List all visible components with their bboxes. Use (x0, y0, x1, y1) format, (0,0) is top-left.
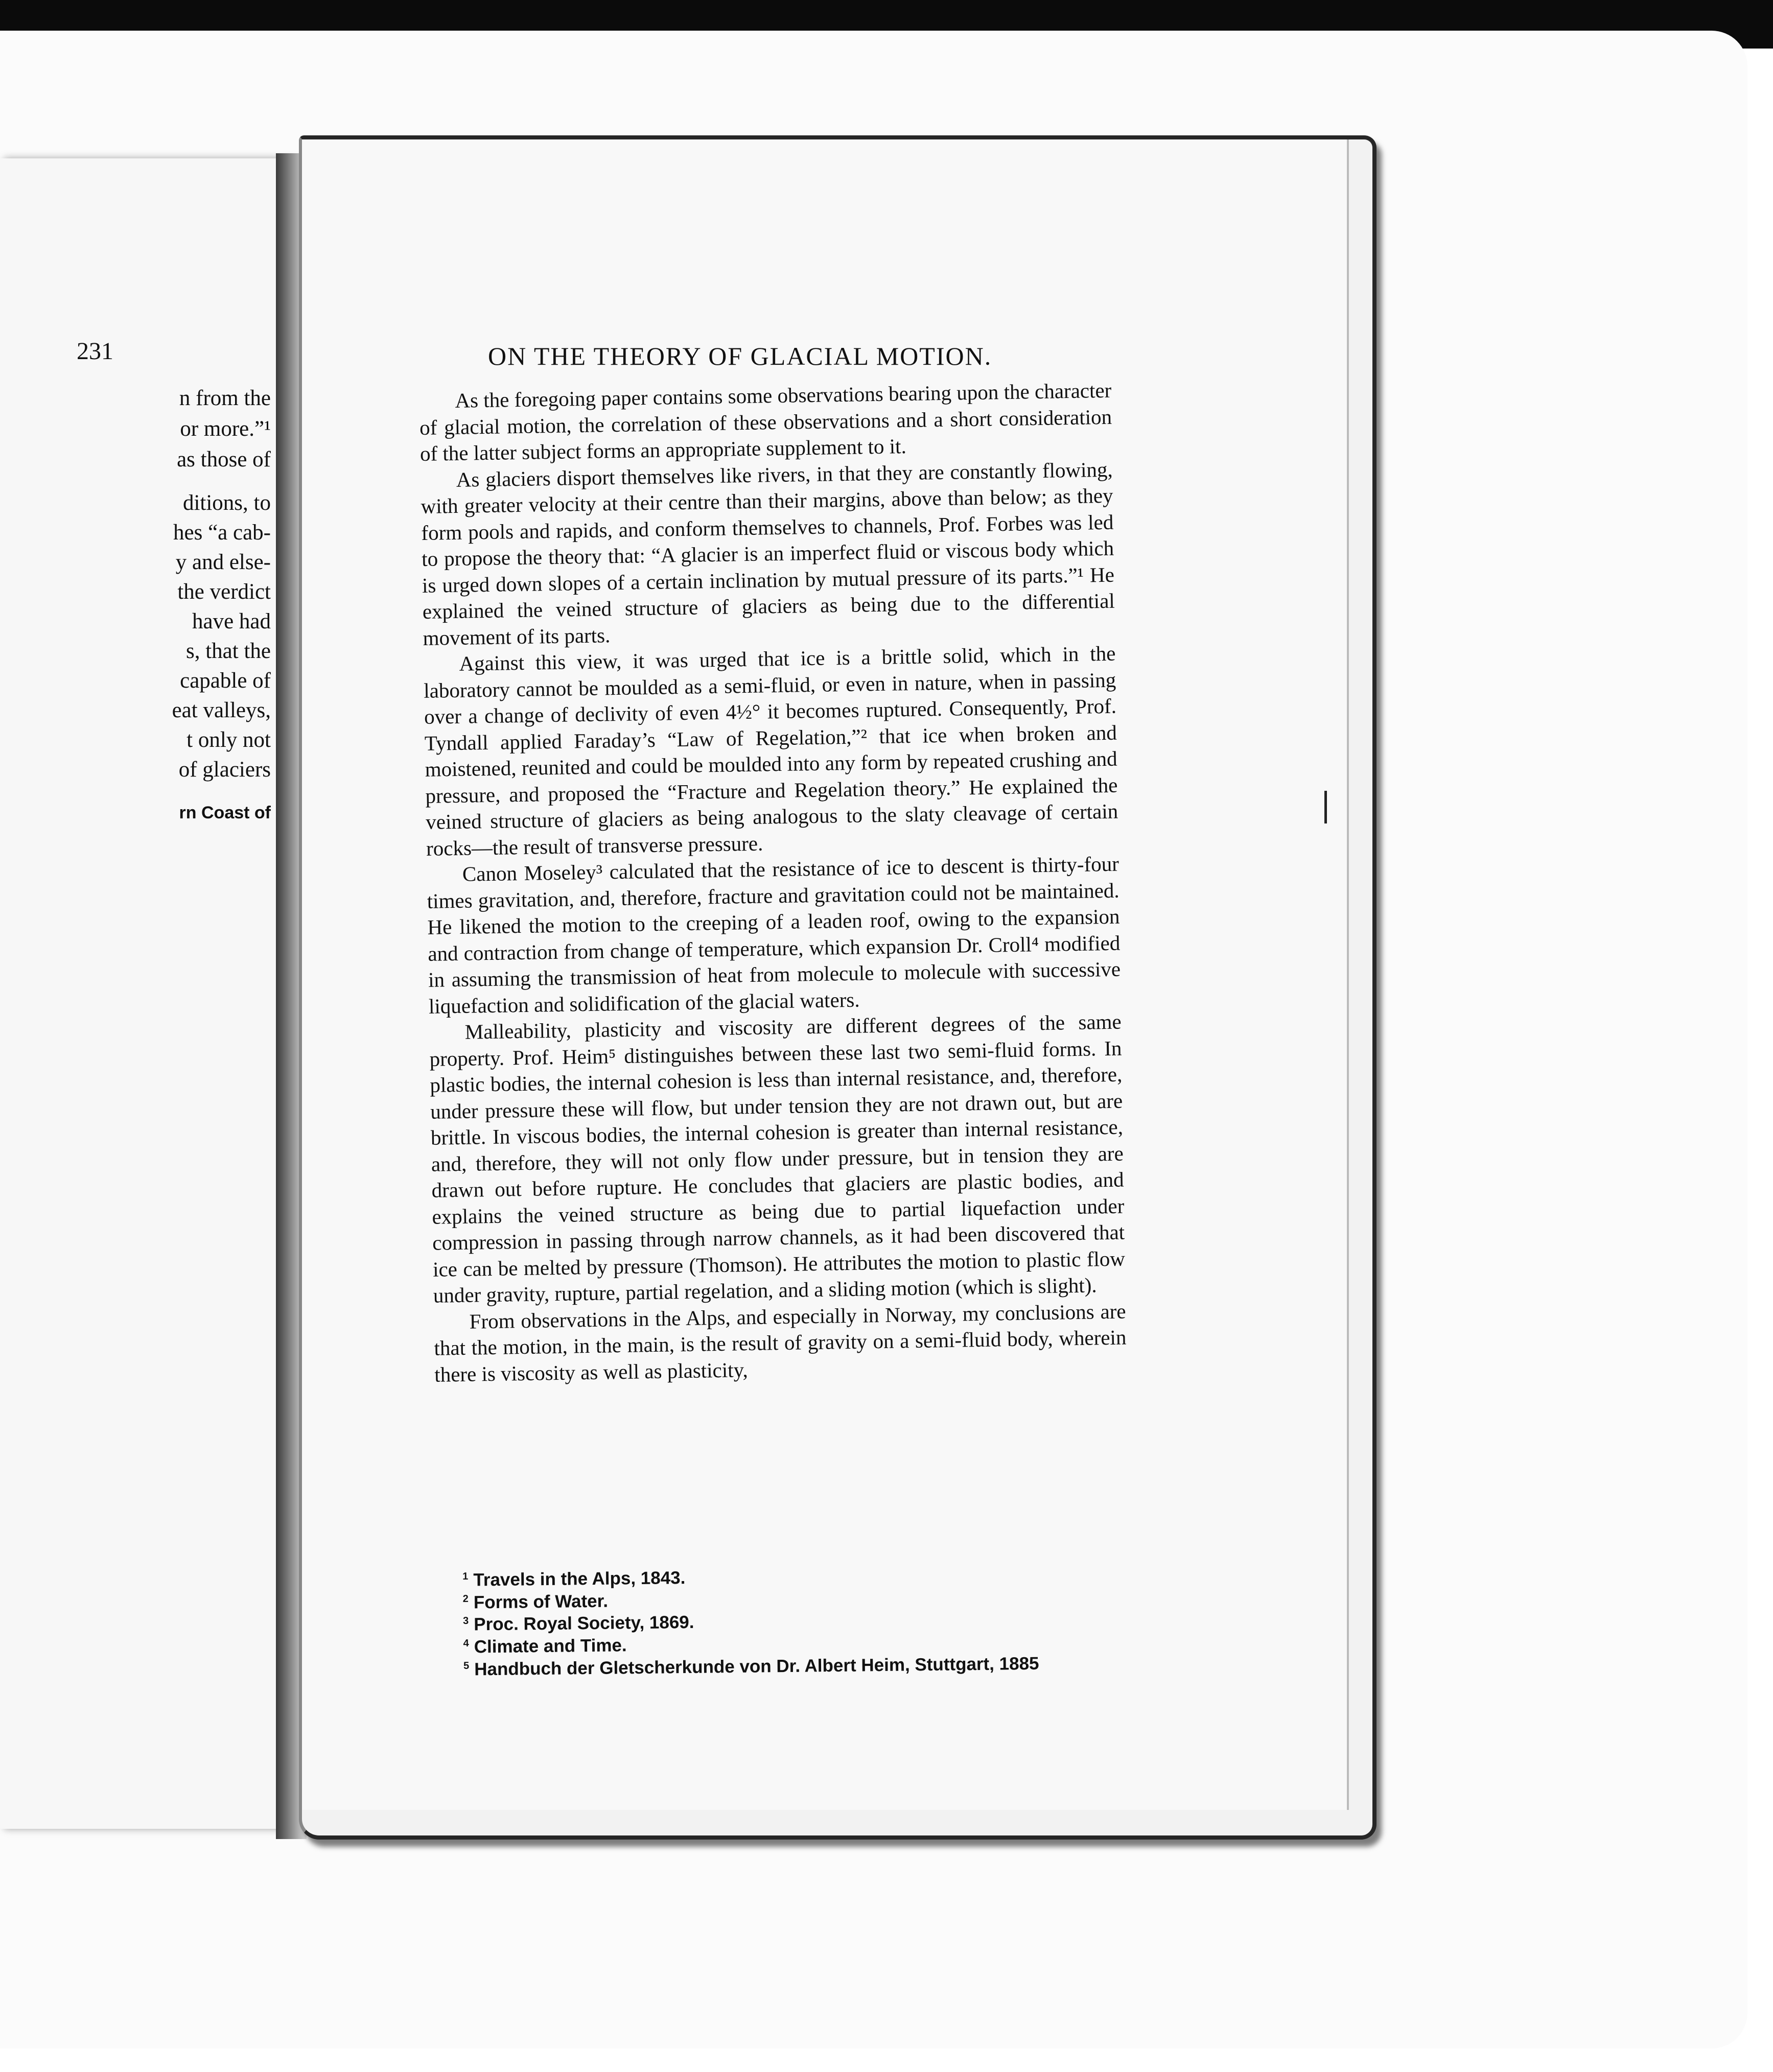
footnotes (462, 1560, 1143, 1679)
footnote-mark: 5 (463, 1660, 470, 1671)
footnote-mark: 2 (462, 1593, 469, 1605)
page-title: ON THE THEORY OF GLACIAL MOTION. (488, 342, 992, 370)
left-line: of glaciers (178, 758, 271, 782)
article-body (419, 378, 1127, 1388)
left-line: ditions, to (182, 491, 271, 515)
paragraph: Against this view, it was urged that ice is a brittle solid, which in the laboratory cannot be moulded as a semi-fluid, or even in nature, when in passing over a change of declivity of even 4½° it becomes ruptured. Consequently, Prof. Tyndall applied Faraday’s “Law of Regelation,”² that ice when broken and moistened, reunited and could be moulded into any form by repeated crushing and pressure, and proposed the “Fracture and Regelation theory.” He explained the veined structure of glaciers as being analogous to the slaty cleavage of certain rocks—the result of transverse pressure. (423, 641, 1118, 860)
footnote-mark: 3 (462, 1615, 469, 1627)
paragraph: As glaciers disport themselves like rivers, in that they are constantly flowing, with greater velocity at their centre than their margins, above than below; as they form pools and rapids, and conform themselves to channels, Prof. Forbes was led to propose the theory that: “A glacier is an imperfect fluid or viscous body which is urged down slopes of a certain inclination by mutual pressure of its parts.”¹ He explained the veined structure of glaciers as being due to the differential movement of its parts. (421, 457, 1115, 650)
left-line: hes “a cab- (173, 521, 271, 545)
left-line: have had (192, 609, 271, 633)
left-footnote-fragment: rn Coast of (179, 803, 271, 822)
footnote-mark: 1 (462, 1570, 469, 1582)
footnote-mark: 4 (463, 1637, 469, 1649)
footnote-text: Proc. Royal Society, 1869. (474, 1612, 694, 1635)
left-line: as those of (177, 448, 271, 472)
left-line: t only not (186, 728, 271, 752)
left-line: capable of (180, 669, 271, 693)
left-line: the verdict (177, 580, 271, 604)
left-line: y and else- (175, 550, 271, 574)
footnote-text: Climate and Time. (474, 1635, 627, 1657)
left-page-number: 231 (77, 338, 113, 365)
margin-mark (1324, 791, 1327, 823)
paragraph: Canon Moseley³ calculated that the resistance of ice to descent is thirty-four times gravitation, and, therefore, fracture and gravitation could not be maintained. He likened the motion to the creeping of a leaden roof, owing to the expansion and contraction from change of temperature, which expansion Dr. Croll⁴ modified in assuming the transmission of heat from molecule to molecule with successive liquefaction and solidification of the glacial waters. (427, 852, 1121, 1018)
footnote-text: Handbuch der Gletscherkunde von Dr. Albert Heim, Stuttgart, 1885 (474, 1653, 1039, 1680)
left-line: eat valleys, (172, 698, 271, 722)
paragraph: As the foregoing paper contains some observations bearing upon the character of glacial motion, the correlation of these observations and a short consideration of the latter subject forms an appropriate supplement to it. (419, 378, 1112, 465)
left-line: s, that the (186, 639, 271, 663)
footnote-text: Forms of Water. (473, 1591, 609, 1613)
left-page (0, 158, 291, 1829)
left-line: or more.”¹ (180, 417, 271, 441)
footnote-text: Travels in the Alps, 1843. (473, 1568, 686, 1590)
paragraph: Malleability, plasticity and viscosity are different degrees of the same property. Prof. Heim⁵ distinguishes between these last two semi-fluid forms. In plastic bodies, the internal cohesion is less than internal resistance, and, therefore, under pressure these will flow, but under tension they are not drawn out, but are brittle. In viscous bodies, the internal cohesion is greater than internal resistance, and, therefore, they will not only flow under pressure, but in tension they are drawn out before rupture. He concludes that glaciers are plastic bodies, and explains the veined structure as being due to partial liquefaction under compression in passing through narrow channels, as it had been discovered that ice can be melted by pressure (Thomson). He attributes the motion to plastic flow under gravity, rupture, partial regelation, and a sliding motion (which is slight). (429, 1009, 1126, 1307)
left-line: n from the (179, 386, 271, 410)
paragraph: From observations in the Alps, and especially in Norway, my conclusions are that the motion, in the main, is the result of gravity on a semi-fluid body, wherein there is viscosity as well as plasticity, (434, 1299, 1127, 1386)
